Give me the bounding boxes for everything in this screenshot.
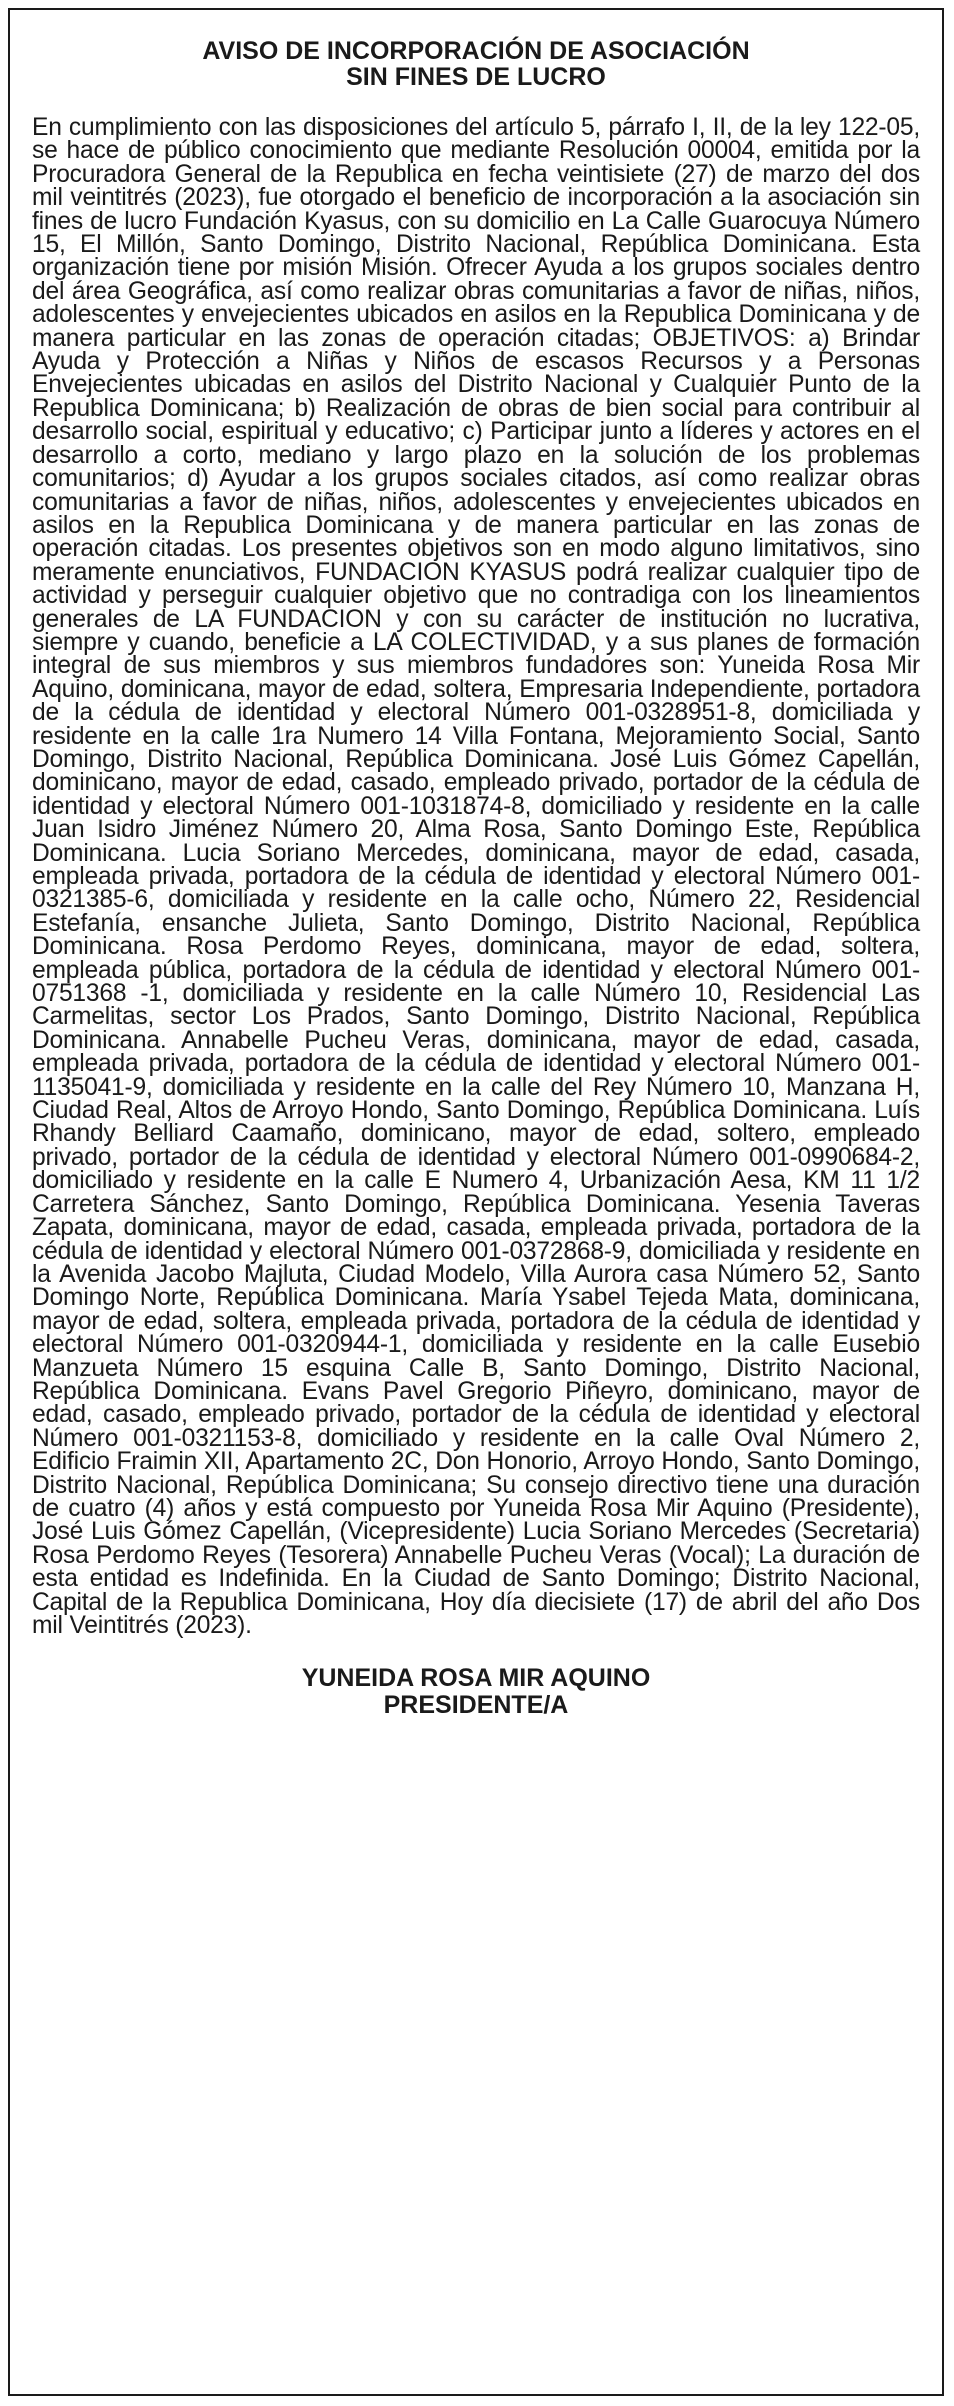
signature-block — [10, 1665, 942, 1719]
signatory-name: YUNEIDA ROSA MIR AQUINO — [301, 1664, 651, 1693]
notice-title-line-2: SIN FINES DE LUCRO — [346, 63, 606, 91]
notice-body: En cumplimiento con las disposiciones del artículo 5, párrafo I, II, de la ley 122-05, se hace de público conocimiento que mediante Resolución 00004, emitida por la Procuradora General de la Republica en fecha veintisiete (27) de marzo del dos mil veintitrés (2023), fue otorgado el beneficio de incorporación a la asociación sin fines de lucro Fundación Kyasus, con su domicilio en La Calle Guarocuya Número 15, El Millón, Santo Domingo, Distrito Nacional, República Dominicana. Esta organización tiene por misión Misión. Ofrecer Ayuda a los grupos sociales dentro del área Geográfica, así como realizar obras comunitarias a favor de niñas, niños, adolescentes y envejecientes ubicados en asilos en la Republica Dominicana y de manera particular en las zonas de operación citadas; OBJETIVOS: a) Brindar Ayuda y Protección a Niñas y Niños de escasos Recursos y a Personas Envejecientes ubicadas en asilos del Distrito Nacional y Cualquier Punto de la Republica Dominicana; b) Realización de obras de bien social para contribuir al desarrollo social, espiritual y educativo; c) Participar junto a líderes y actores en el desarrollo a corto, mediano y largo plazo en la solución de los problemas comunitarios; d) Ayudar a los grupos sociales citados, así como realizar obras comunitarias a favor de niñas, niños, adolescentes y envejecientes ubicados en asilos en la Republica Dominicana y de manera particular en las zonas de operación citadas. Los presentes objetivos son en modo alguno limitativos, sino meramente enunciativos, FUNDACION KYASUS podrá realizar cualquier tipo de actividad y perseguir cualquier objetivo que no contradiga con los lineamientos generales de LA FUNDACION y con su carácter de institución no lucrativa, siempre y cuando, beneficie a LA COLECTIVIDAD, y a sus planes de formación integral de sus miembros y sus miembros fundadores son: Yuneida Rosa Mir Aquino, dominicana, mayor de edad, soltera, Empresaria Independiente, portadora de la cédula de identidad y electoral Número 001-0328951-8, domiciliada y residente en la calle 1ra Numero 14 Villa Fontana, Mejoramiento Social, Santo Domingo, Distrito Nacional, República Dominicana. José Luis Gómez Capellán, dominicano, mayor de edad, casado, empleado privado, portador de la cédula de identidad y electoral Número 001-1031874-8, domiciliado y residente en la calle Juan Isidro Jiménez Número 20, Alma Rosa, Santo Domingo Este, República Dominicana. Lucia Soriano Mercedes, dominicana, mayor de edad, casada, empleada privada, portadora de la cédula de identidad y electoral Número 001-0321385-6, domiciliada y residente en la calle ocho, Número 22, Residencial Estefanía, ensanche Julieta, Santo Domingo, Distrito Nacional, República Dominicana. Rosa Perdomo Reyes, dominicana, mayor de edad, soltera, empleada pública, portadora de la cédula de identidad y electoral Número 001-0751368 -1, domiciliada y residente en la calle Número 10, Residencial Las Carmelitas, sector Los Prados, Santo Domingo, Distrito Nacional, República Dominicana. Annabelle Pucheu Veras, dominicana, mayor de edad, casada, empleada privada, portadora de la cédula de identidad y electoral Número 001-1135041-9, domiciliada y residente en la calle del Rey Número 10, Manzana H, Ciudad Real, Altos de Arroyo Hondo, Santo Domingo, República Dominicana. Luís Rhandy Belliard Caamaño, dominicano, mayor de edad, soltero, empleado privado, portador de la cédula de identidad y electoral Número 001-0990684-2, domiciliado y residente en la calle E Numero 4, Urbanización Aesa, KM 11 1/2 Carretera Sánchez, Santo Domingo, República Dominicana. Yesenia Taveras Zapata, dominicana, mayor de edad, casada, empleada privada, portadora de la cédula de identidad y electoral Número 001-0372868-9, domiciliada y residente en la Avenida Jacobo Majluta, Ciudad Modelo, Villa Aurora casa Número 52, Santo Domingo Norte, República Dominicana. María Ysabel Tejeda Mata, dominicana, mayor de edad, soltera, empleada privada, portadora de la cédula de identidad y electoral Número 001-0320944-1, domiciliada y residente en la calle Eusebio Manzueta Número 15 esquina Calle B, Santo Domingo, Distrito Nacional, República Dominicana. Evans Pavel Gregorio Piñeyro, dominicano, mayor de edad, casado, empleado privado, portador de la cédula de identidad y electoral Número 001-0321153-8, domiciliado y residente en la calle Oval Número 2, Edificio Fraimin XII, Apartamento 2C, Don Honorio, Arroyo Hondo, Santo Domingo, Distrito Nacional, República Dominicana; Su consejo directivo tiene una duración de cuatro (4) años y está compuesto por Yuneida Rosa Mir Aquino (Presidente), José Luis Gómez Capellán, (Vicepresidente) Lucia Soriano Mercedes (Secretaria) Rosa Perdomo Reyes (Tesorera) Annabelle Pucheu Veras (Vocal); La duración de esta entidad es Indefinida. En la Ciudad de Santo Domingo; Distrito Nacional, Capital de la Republica Dominicana, Hoy día diecisiete (17) de abril del año Dos mil Veintitrés (2023). — [32, 114, 920, 1639]
legal-notice — [8, 8, 944, 2396]
signatory-role: PRESIDENTE/A — [383, 1691, 569, 1720]
notice-title-line-1: AVISO DE INCORPORACIÓN DE ASOCIACIÓN — [202, 37, 750, 65]
notice-title — [40, 38, 912, 90]
